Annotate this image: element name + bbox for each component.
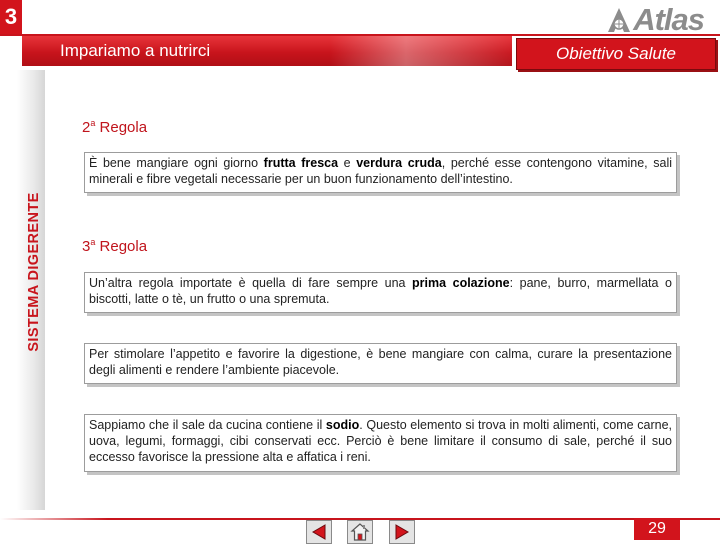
logo-text: Atlas [633, 2, 704, 37]
home-icon [350, 522, 370, 542]
previous-page-button[interactable] [306, 520, 332, 544]
triangle-left-icon [310, 523, 328, 541]
title-bar-highlight [330, 36, 520, 66]
rule-heading-3 [82, 237, 147, 255]
logo-emblem-icon [606, 7, 632, 33]
home-button[interactable] [347, 520, 373, 544]
goal-badge: Obiettivo Salute [516, 38, 716, 70]
paragraph-text: Un’altra regola importate è quella di fare sempre una [89, 276, 413, 290]
next-page-button[interactable] [389, 520, 415, 544]
paragraph-text: e [338, 156, 357, 170]
bold-term: sodio [325, 418, 360, 432]
page-number: 29 [634, 518, 680, 540]
rule-ordinal: a [90, 118, 96, 128]
rule-label: Regola [99, 238, 148, 255]
rule-number: 3 [82, 238, 91, 255]
paragraph-sodium [84, 414, 677, 472]
paragraph-text: Sappiamo che il sale da cucina contiene il [89, 418, 326, 432]
paragraph-text: , perché esse contengono vitamine, sali minerali e fibre vegetali necessarie per un buon funzionamento dell’intestino. [89, 156, 672, 186]
atlas-logo [606, 4, 704, 36]
bold-term: prima colazione [412, 276, 510, 290]
page-title: Impariamo a nutrirci [60, 41, 211, 60]
paragraph-breakfast [84, 272, 677, 313]
triangle-right-icon [393, 523, 411, 541]
paragraph-digestion [84, 343, 677, 384]
chapter-number: 3 [0, 0, 22, 34]
paragraph-text: . Questo elemento si trova in molti alimenti, come carne, uova, legumi, formaggi, cibi conservati ecc. Perciò è bene limitare il consumo di sale, perché il suo eccesso favorisce la pressione alta e affatica i reni. [89, 418, 672, 464]
bold-term: verdura cruda [356, 156, 442, 170]
paragraph-text: Per stimolare l’appetito e favorire la digestione, è bene mangiare con calma, curare la presentazione degli alimenti e rendere l’ambiente piacevole. [89, 347, 672, 377]
rule-number: 2 [82, 119, 91, 136]
paragraph-fruit-vegetables [84, 152, 677, 193]
rule-ordinal: a [90, 237, 96, 247]
rule-heading-2 [82, 118, 147, 136]
paragraph-text: : pane, burro, marmellata o biscotti, latte o tè, un frutto o una spremuta. [89, 276, 672, 306]
paragraph-text: È bene mangiare ogni giorno [89, 156, 264, 170]
section-label: SISTEMA DIGERENTE [26, 192, 42, 352]
bold-term: frutta fresca [263, 156, 339, 170]
rule-label: Regola [99, 119, 148, 136]
